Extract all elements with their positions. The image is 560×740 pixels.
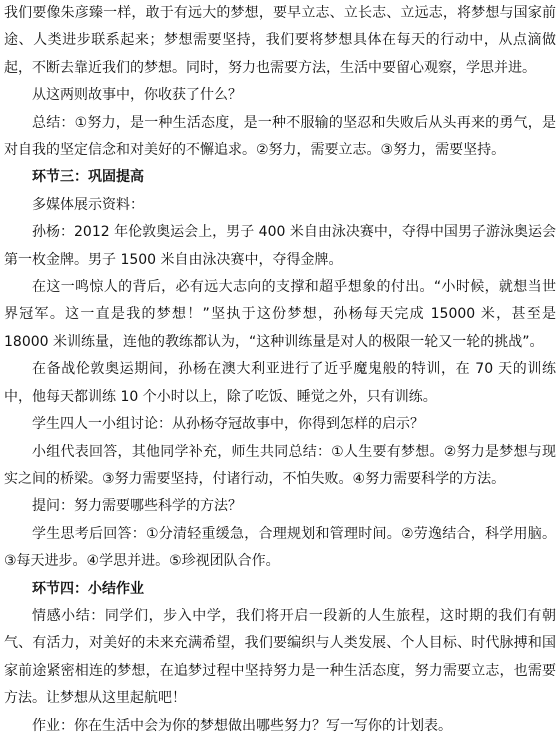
paragraph-sun-yang-dream: 在这一鸣惊人的背后，必有远大志向的支撑和超乎想象的付出。“小时候，就想当世界冠军。这一直是我的梦想！”坚执于这份梦想，孙杨每天完成 15000 米，甚至是 18000 米训练量，连他的教练都认为，“这种训练量是对人的极限一轮又一轮的挑战”。 [4, 279, 556, 350]
paragraph-sun-yang-training: 在备战伦敦奥运期间，孙杨在澳大利亚进行了近乎魔鬼般的特训，在 70 天的训练中，他每天都训练 10 个小时以上，除了吃饭、睡觉之外，只有训练。 [4, 361, 556, 405]
paragraph-question-methods: 提问：努力需要哪些科学的方法？ [32, 498, 242, 515]
paragraph-sun-yang-medals: 孙杨：2012 年伦敦奥运会上，男子 400 米自由泳决赛中，夺得中国男子游泳奥运会第一枚金牌。男子 1500 米自由泳决赛中，夺得金牌。 [4, 224, 556, 268]
paragraph-group-summary: 小组代表回答，其他同学补充，师生共同总结：①人生要有梦想。②努力是梦想与现实之间的桥梁。③努力需要坚持，付诸行动，不怕失败。④努力需要科学的方法。 [4, 443, 556, 487]
paragraph-conclusion-zhu: 我们要像朱彦臻一样，敢于有远大的梦想，要早立志、立长志、立远志，将梦想与国家前途、人类进步联系起来；梦想需要坚持，我们要将梦想具体在每天的行动中，从点滴做起，不断去靠近我们的梦想。同时，努力也需要方法，生活中要留心观察，学思并进。 [4, 5, 556, 76]
paragraph-summary-effort: 总结：①努力，是一种生活态度，是一种不服输的坚忍和失败后从头再来的勇气，是对自我的坚定信念和对美好的不懈追求。②努力，需要立志。③努力，需要坚持。 [4, 114, 556, 159]
paragraph-homework: 作业：你在生活中会为你的梦想做出哪些努力？写一写你的计划表。 [32, 717, 452, 734]
section-heading-four: 环节四：小结作业 [32, 580, 144, 597]
paragraph-multimedia-intro: 多媒体展示资料： [32, 196, 144, 213]
section-heading-three: 环节三：巩固提高 [32, 169, 144, 186]
paragraph-emotional-summary: 情感小结：同学们，步入中学，我们将开启一段新的人生旅程，这时期的我们有朝气、有活力，对美好的未来充满希望，我们要编织与人类发展、个人目标、时代脉搏和国家前途紧密相连的梦想，在追梦过程中坚持努力是一种生活态度，努力需要立志，也需要方法。让梦想从这里起航吧！ [4, 607, 556, 707]
paragraph-question-gain: 从这两则故事中，你收获了什么？ [32, 87, 242, 104]
paragraph-group-discussion: 学生四人一小组讨论：从孙杨夺冠故事中，你得到怎样的启示？ [32, 416, 424, 433]
paragraph-student-answers: 学生思考后回答：①分清轻重缓急，合理规划和管理时间。②劳逸结合，科学用脑。③每天进步。④学思并进。⑤珍视团队合作。 [4, 525, 556, 570]
